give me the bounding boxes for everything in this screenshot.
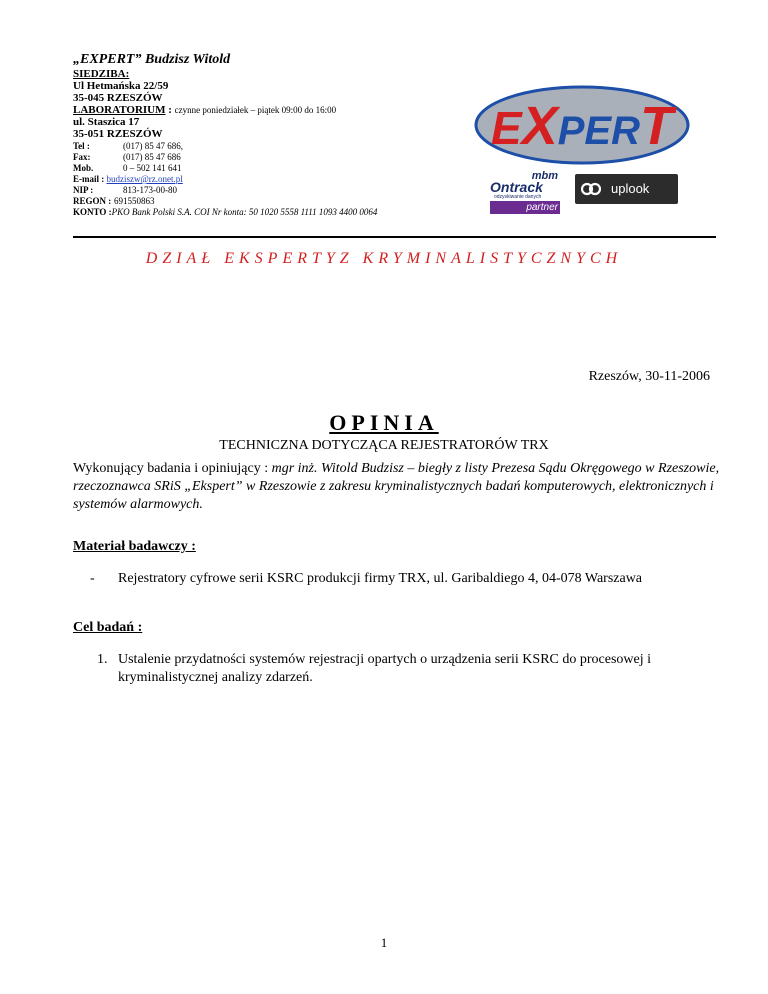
regon-label: REGON : [73,196,112,206]
expert-logo-t: T [639,96,673,156]
mob-label: Mob. [73,163,94,173]
intro-expert-description: mgr inż. Witold Budzisz – biegły z listy Prezesa Sądu Okręgowego w Rzeszowie, rzeczoznawca SRiS „Ekspert” w Rzeszowie z zakresu kryminalistycznych badań komputerowych, elektronicznych i systemów alarmowych. [73,461,720,512]
lab-city: 35-051 RZESZÓW [73,128,163,140]
ontrack-text: Ontrack [490,179,543,195]
konto-line [73,206,377,218]
uplook-mark-icon [581,180,601,198]
goal-item: Ustalenie przydatności systemów rejestracji opartych o urządzenia serii KSRC do procesowej i kryminalistycznej analizy zdarzeń. [118,652,652,685]
hq-city: 35-045 RZESZÓW [73,92,163,104]
fax-label: Fax: [73,152,91,162]
goal-number: 1. [97,652,108,667]
mbm-text: mbm [531,170,558,182]
email-label: E-mail : [73,174,107,184]
email-link[interactable]: budziszw@rz.onet.pl [106,174,183,184]
konto-value: PKO Bank Polski S.A. COI Nr konta: 50 1020 5558 1111 1093 4400 0064 [111,207,378,217]
material-heading: Materiał badawczy : [73,539,196,554]
lab-label: LABORATORIUM [73,104,166,116]
intro-lead: Wykonujący badania i opiniujący : [73,461,272,476]
document-date: Rzeszów, 30-11-2006 [588,369,710,384]
nip-value: 813-173-00-80 [123,185,177,195]
goal-heading: Cel badań : [73,620,143,635]
hq-label-line [73,68,129,80]
tel-label: Tel : [73,141,90,151]
hq-street: Ul Hetmańska 22/59 [73,80,169,92]
ontrack-partner-logo [490,170,560,216]
department-heading: DZIAŁ EKSPERTYZ KRYMINALISTYCZNYCH [145,250,623,267]
partner-badge: partner [490,201,560,214]
nip-label: NIP : [73,185,94,195]
regon-value: 691550863 [114,196,155,206]
page-number: 1 [380,935,388,950]
tel-value: (017) 85 47 686, [123,141,183,151]
lab-line [73,104,336,116]
expert-logo-x: X [521,96,558,156]
expert-logo [473,84,691,166]
lab-sep: : [165,104,175,116]
material-item: Rejestratory cyfrowe serii KSRC produkcji firmy TRX, ul. Garibaldiego 4, 04-078 Warszawa [118,571,643,586]
expert-logo-per: PER [557,109,640,153]
lab-street: ul. Staszica 17 [73,116,140,128]
document-title: OPINIA [329,410,439,435]
intro-paragraph [73,460,723,514]
uplook-text: uplook [611,181,650,196]
expert-logo-e: E [491,102,522,154]
material-bullet: - [90,571,95,586]
fax-value: (017) 85 47 686 [123,152,181,162]
header-divider [73,236,716,238]
hq-label: SIEDZIBA: [73,68,130,80]
mob-value: 0 – 502 141 641 [123,163,182,173]
document-subtitle: TECHNICZNA DOTYCZĄCA REJESTRATORÓW TRX [219,438,549,453]
lab-hours: czynne poniedziałek – piątek 09:00 do 16:00 [174,105,337,115]
ontrack-sub-text: odzyskiwanie danych [494,194,542,200]
company-name: „EXPERT” Budzisz Witold [73,52,231,67]
uplook-logo [575,174,678,204]
konto-label: KONTO : [73,207,112,217]
